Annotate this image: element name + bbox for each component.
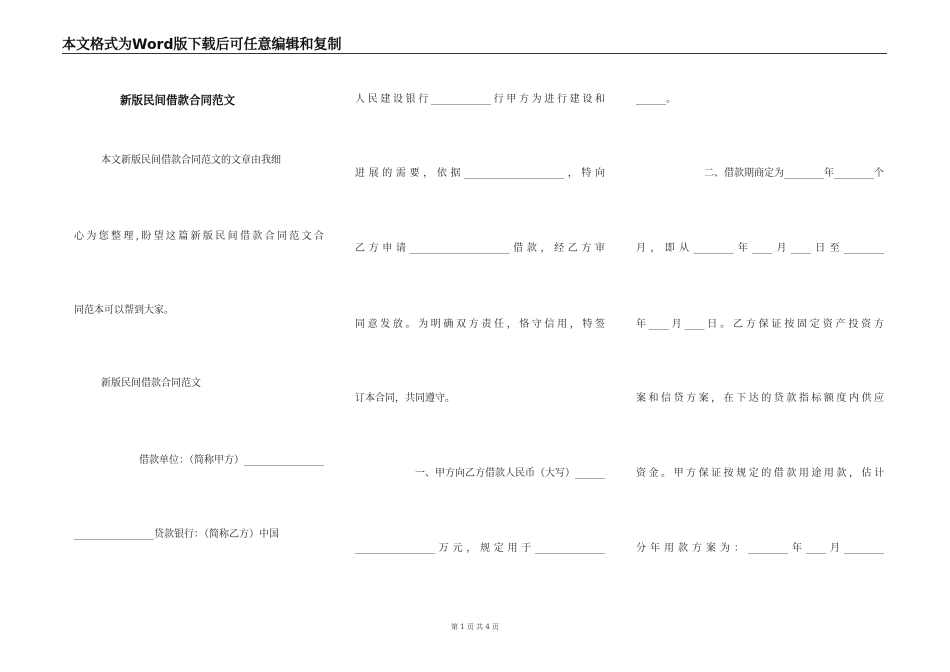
text-line: ________________万元，规定用于______________ (355, 543, 605, 554)
text-line: 资金。甲方保证按规定的借款用途用款，估计 (636, 468, 884, 479)
text-line: 本文新版民间借款合同范文的文章由我细 (101, 155, 281, 166)
text-line: 借款单位：（简称甲方）________________ (139, 455, 324, 466)
text-line: 二、借款期商定为________年________个 (704, 168, 884, 179)
text-line: 月，即从________年____月____日至________ (636, 243, 884, 254)
text-line: ______。 (636, 94, 676, 105)
text-line: 一、甲方向乙方借款人民币（大写）______ (415, 468, 605, 479)
text-line: 年____月____日。乙方保证按固定资产投资方 (636, 319, 884, 330)
text-line: 案和信贷方案，在下达的贷款指标额度内供应 (636, 393, 884, 404)
text-line: ________________贷款银行：（简称乙方）中国 (74, 529, 279, 540)
page-number: 第 1 页 共 4 页 (450, 623, 500, 631)
text-column-1 (74, 0, 324, 630)
text-line: 心为您整理,盼望这篇新版民间借款合同范文合 (74, 231, 324, 242)
text-line: 分年用款方案为：________年____月________ (636, 543, 884, 554)
text-line: 进展的需要，依据____________________，特向 (355, 168, 605, 179)
text-column-3 (636, 0, 884, 630)
text-line: 同意发放。为明确双方责任，恪守信用，特签 (355, 319, 605, 330)
document-header-title: 本文格式为Word版下载后可任意编辑和复制 (62, 37, 342, 53)
document-title: 新版民间借款合同范文 (120, 93, 235, 107)
text-column-2 (355, 0, 605, 630)
text-line: 乙方申请____________________借款，经乙方审 (355, 243, 605, 254)
text-line: 人民建设银行____________行甲方为进行建设和 (355, 94, 605, 105)
text-line: 订本合同，共同遵守。 (355, 393, 455, 404)
text-line: 同范本可以帮到大家。 (74, 305, 174, 316)
text-line: 新版民间借款合同范文 (101, 378, 201, 389)
